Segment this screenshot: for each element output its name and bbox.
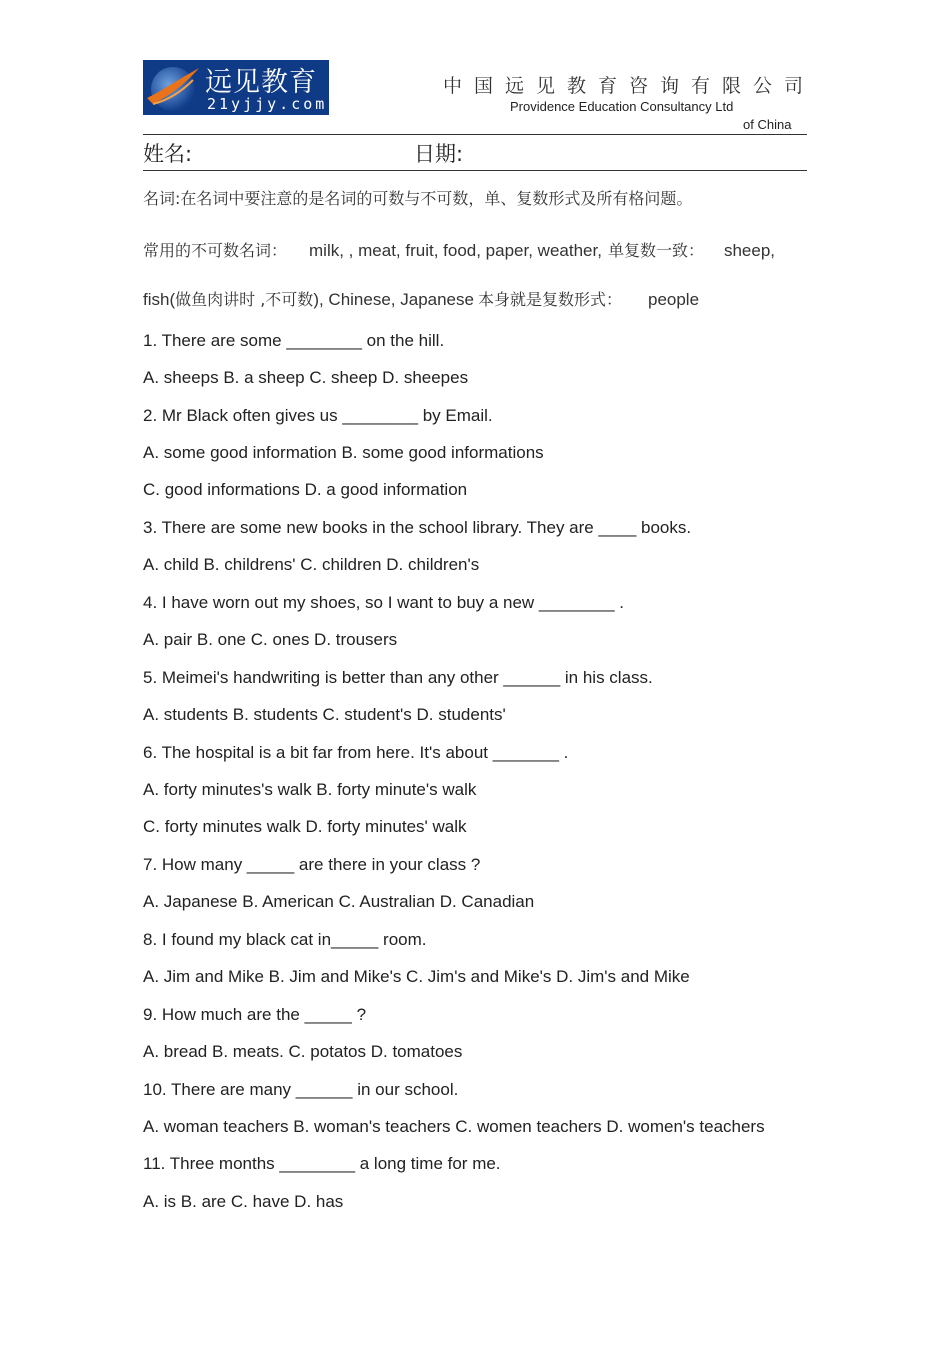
company-logo bbox=[143, 60, 329, 115]
answer-options: C. forty minutes walk D. forty minutes' walk bbox=[143, 817, 467, 836]
intro-note-2 bbox=[143, 238, 775, 261]
question-line: 10. There are many ______ in our school. bbox=[143, 1080, 459, 1099]
answer-options: A. Jim and Mike B. Jim and Mike's C. Jim's and Mike's D. Jim's and Mike bbox=[143, 967, 690, 986]
plural-form-label: 本身就是复数形式： bbox=[477, 290, 622, 309]
uncountable-list: milk, , meat, fruit, food, paper, weather, bbox=[309, 241, 602, 260]
company-name-chinese: 中国远见教育咨询有限公司 bbox=[443, 75, 816, 97]
question-line: 3. There are some new books in the school library. They are ____ books. bbox=[143, 518, 692, 537]
company-name-english: Providence Education Consultancy Ltd bbox=[510, 99, 734, 114]
answer-options: A. some good information B. some good informations bbox=[143, 443, 544, 462]
answer-options: A. bread B. meats. C. potatos D. tomatoes bbox=[143, 1042, 463, 1061]
same-form-list-end: ), Chinese, Japanese bbox=[313, 290, 474, 309]
name-field-label: 姓名: bbox=[143, 142, 193, 166]
answer-options: A. child B. childrens' C. children D. children's bbox=[143, 555, 480, 574]
answer-options: A. Japanese B. American C. Australian D. Canadian bbox=[143, 892, 535, 911]
header-divider-bottom bbox=[143, 170, 807, 171]
answer-options: A. pair B. one C. ones D. trousers bbox=[143, 630, 398, 649]
question-line: 11. Three months ________ a long time for me. bbox=[143, 1154, 501, 1173]
date-field-label: 日期: bbox=[414, 142, 464, 166]
answer-options: A. students B. students C. student's D. students' bbox=[143, 705, 506, 724]
question-line: 9. How much are the _____ ? bbox=[143, 1005, 367, 1024]
plural-form-list: people bbox=[647, 290, 700, 309]
question-line: 2. Mr Black often gives us ________ by Email. bbox=[143, 406, 493, 425]
uncountable-label: 常用的不可数名词： bbox=[143, 241, 288, 260]
answer-options: A. forty minutes's walk B. forty minute's walk bbox=[143, 780, 477, 799]
answer-options: C. good informations D. a good information bbox=[143, 480, 468, 499]
question-line: 6. The hospital is a bit far from here. It's about _______ . bbox=[143, 743, 569, 762]
answer-options: A. sheeps B. a sheep C. sheep D. sheepes bbox=[143, 368, 469, 387]
question-line: 7. How many _____ are there in your class ? bbox=[143, 855, 481, 874]
same-form-list: sheep, bbox=[723, 241, 775, 260]
same-form-list-cont: fish( bbox=[143, 290, 176, 309]
logo-website-text: 21yjjy.com bbox=[207, 95, 328, 113]
answer-options: A. is B. are C. have D. has bbox=[143, 1192, 344, 1211]
answer-options: A. woman teachers B. woman's teachers C. women teachers D. women's teachers bbox=[143, 1117, 765, 1136]
intro-note-1: 名词:在名词中要注意的是名词的可数与不可数，单、复数形式及所有格问题。 bbox=[143, 189, 693, 208]
intro-note-3 bbox=[143, 287, 699, 310]
fish-note: 做鱼肉讲时 ,不可数 bbox=[175, 290, 314, 309]
question-line: 1. There are some ________ on the hill. bbox=[143, 331, 445, 350]
company-name-english-2: of China bbox=[743, 117, 792, 132]
question-line: 8. I found my black cat in_____ room. bbox=[143, 930, 427, 949]
question-line: 5. Meimei's handwriting is better than any other ______ in his class. bbox=[143, 668, 653, 687]
logo-chinese-text: 远见教育 bbox=[205, 67, 317, 98]
header-divider-top bbox=[143, 134, 807, 135]
same-form-label: 单复数一致： bbox=[607, 241, 704, 260]
question-line: 4. I have worn out my shoes, so I want to buy a new ________ . bbox=[143, 593, 625, 612]
